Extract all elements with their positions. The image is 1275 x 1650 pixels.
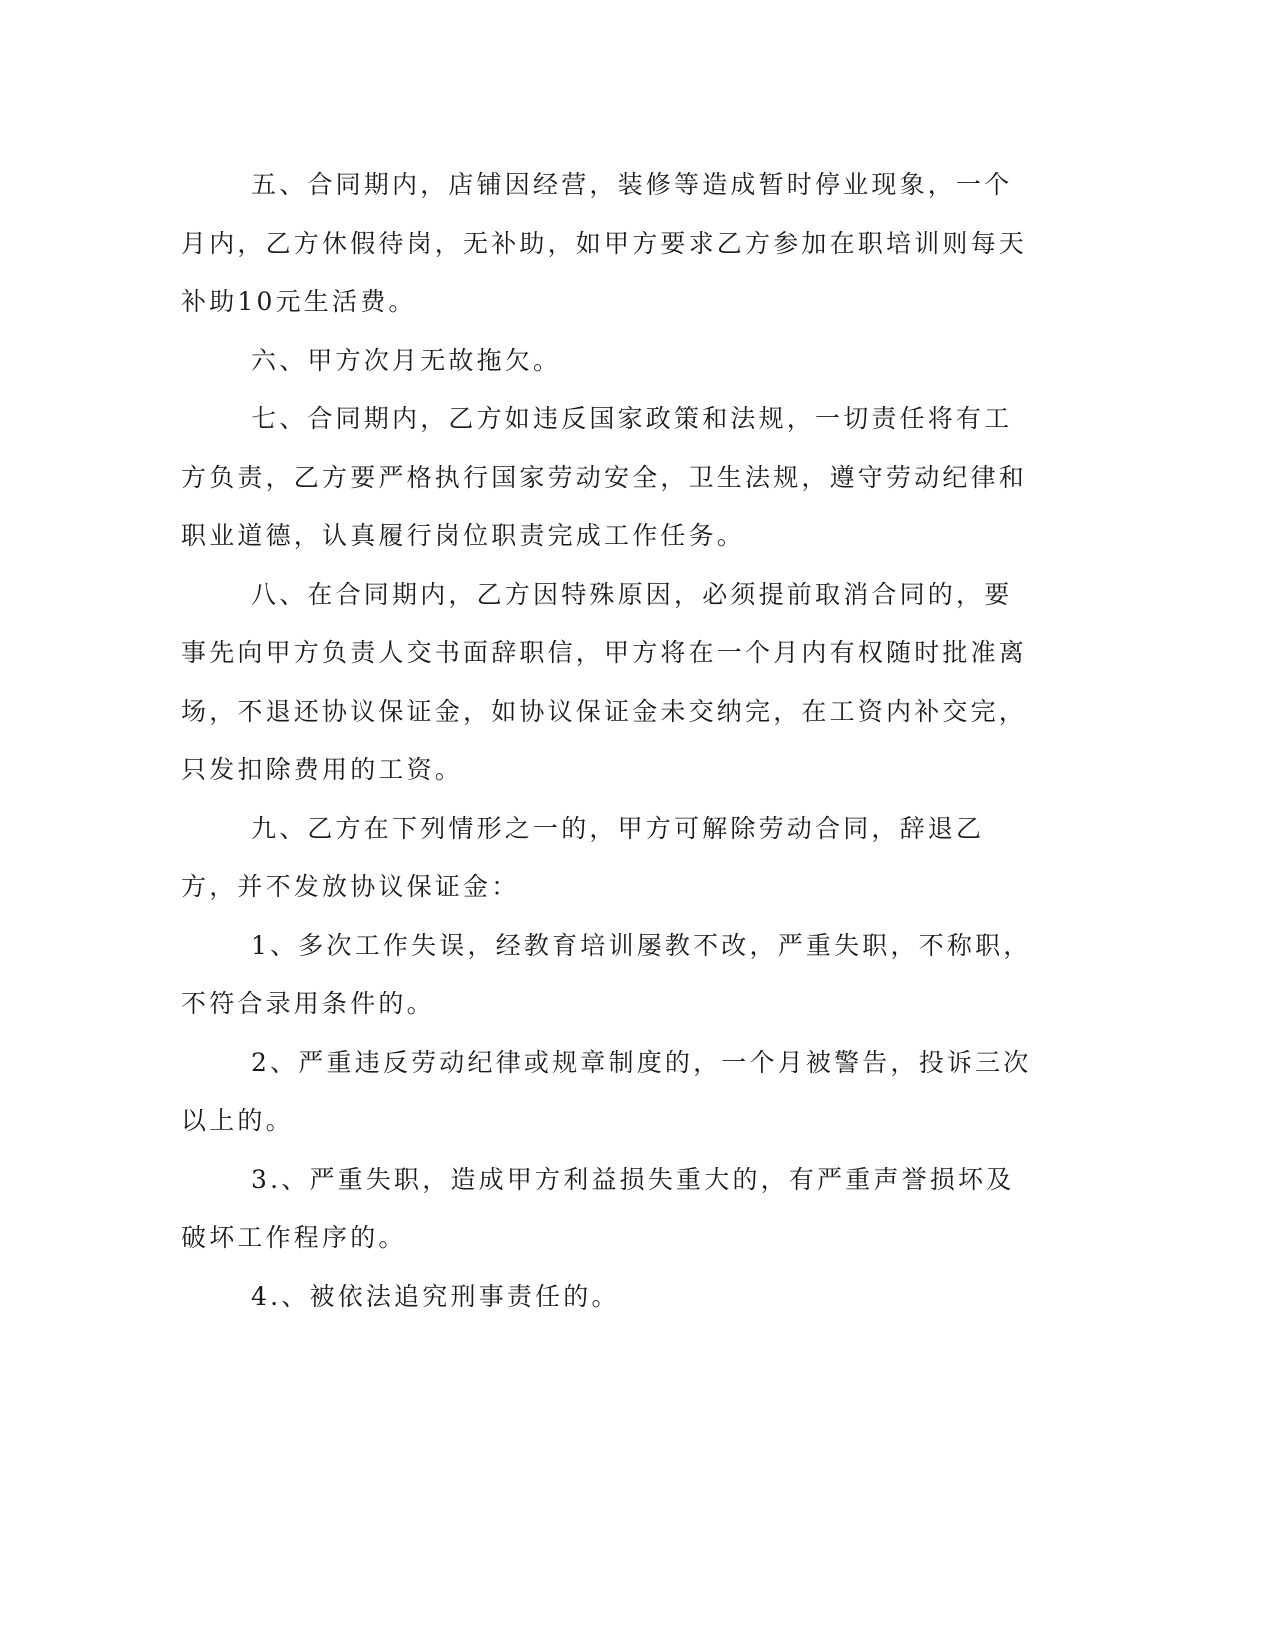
clause-9-paragraph: 九、乙方在下列情形之一的，甲方可解除劳动合同，辞退乙方，并不发放协议保证金： — [181, 813, 985, 901]
clause-9-item-4: 4.、被依法追究刑事责任的。 — [251, 1281, 620, 1311]
document-page — [181, 156, 1033, 1326]
clause-8-paragraph: 八、在合同期内，乙方因特殊原因，必须提前取消合同的，要事先向甲方负责人交书面辞职信，甲方将在一个月内有权随时批准离场，不退还协议保证金，如协议保证金未交纳完，在工资内补交完，只发扣除费用的工资。 — [181, 579, 1028, 784]
clause-9-item-3: 3.、严重失职，造成甲方利益损失重大的，有严重声誉损坏及破坏工作程序的。 — [181, 1164, 1015, 1252]
clause-6-paragraph: 六、甲方次月无故拖欠。 — [251, 345, 562, 375]
clause-9-item-2: 2、严重违反劳动纪律或规章制度的，一个月被警告，投诉三次以上的。 — [181, 1047, 1032, 1135]
clause-5-paragraph: 五、合同期内，店铺因经营，装修等造成暂时停业现象，一个月内，乙方休假待岗，无补助，如甲方要求乙方参加在职培训则每天补助10元生活费。 — [181, 170, 1028, 316]
clause-7-paragraph: 七、合同期内，乙方如违反国家政策和法规，一切责任将有工方负责，乙方要严格执行国家劳动安全，卫生法规，遵守劳动纪律和职业道德，认真履行岗位职责完成工作任务。 — [181, 404, 1028, 550]
clause-9-item-1: 1、多次工作失误，经教育培训屡教不改，严重失职，不称职，不符合录用条件的。 — [181, 930, 1032, 1018]
